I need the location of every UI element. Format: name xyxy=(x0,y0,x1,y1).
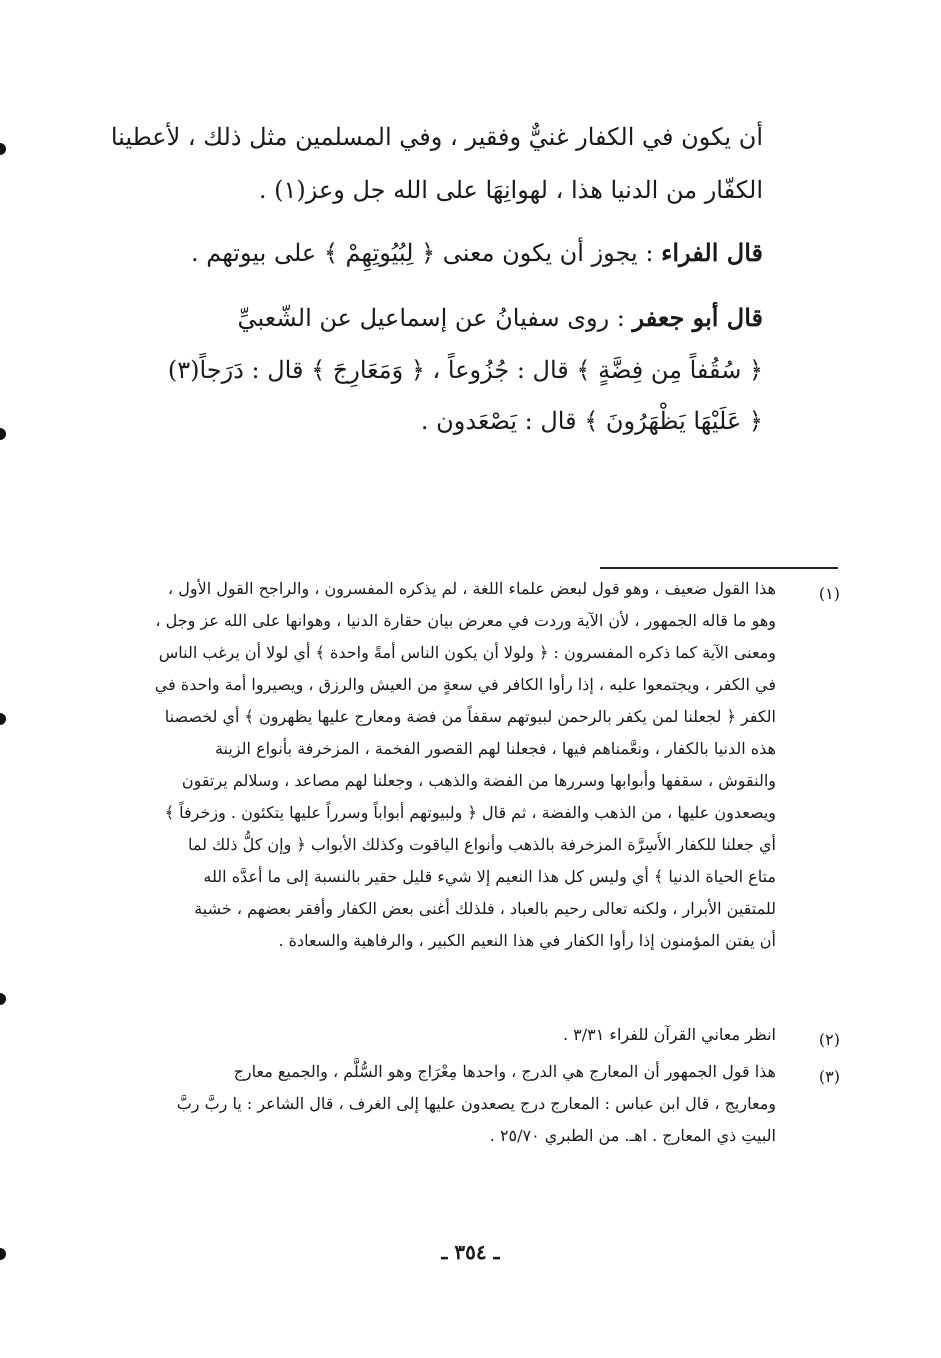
footnote-line: هذا قول الجمهور أن المعارج هي الدرج ، واحدها مِعْرَاج وهو السُّلَّم ، والجميع معارج xyxy=(233,1062,776,1081)
footnote-line: انظر معاني القرآن للفراء ٣/٣١ . xyxy=(563,1025,776,1044)
footnote-number: (٣) xyxy=(818,1067,840,1086)
main-line xyxy=(191,238,763,268)
footnote-line: هذا القول ضعيف ، وهو قول لبعض علماء اللغة ، لم يذكره المفسرون ، والراجح القول الأول ، xyxy=(167,579,776,598)
main-line: أن يكون في الكفار غنيٌّ وفقير ، وفي المسلمين مثل ذلك ، لأعطينا xyxy=(110,123,763,151)
binding-mark xyxy=(0,993,6,1005)
footnote-line: والنقوش ، سقفها وأبوابها وسررها من الفضة والذهب ، وجعلنا لهم مصاعد ، وسلالم يرتقون xyxy=(181,771,776,790)
main-line-text: : روى سفيانُ عن إسماعيل عن الشّعبيِّ xyxy=(237,304,625,332)
footnote-number: (١) xyxy=(818,584,840,603)
main-line: الكفّار من الدنيا هذا ، لهوانِهَا على الله جل وعز(١) . xyxy=(258,176,763,204)
footnote-line: الكفر ﴿ لجعلنا لمن يكفر بالرحمن لبيوتهم سقفاً من فضة ومعارج عليها يظهرون ﴾ أي لخصصنا xyxy=(164,707,776,726)
footnote-line: البيتِ ذي المعارج . اهـ. من الطبري ٢٥/٧٠ . xyxy=(489,1126,776,1145)
speaker-name: قال الفراء xyxy=(661,238,763,267)
main-line xyxy=(238,303,763,333)
binding-mark xyxy=(0,428,6,440)
footnote-line: هذه الدنيا بالكفار ، ونعَّمناهم فيها ، فجعلنا لهم القصور الفخمة ، المزخرفة بأنواع الزينة xyxy=(214,739,776,758)
footnote-number: (٢) xyxy=(818,1030,840,1049)
footnote-line: ومعاريج ، قال ابن عباس : المعارج درج يصعدون عليها إلى الغرف ، قال الشاعر : يا ربَّ ربَّ xyxy=(176,1094,776,1113)
footnote-line: وهو ما قاله الجمهور ، لأن الآية وردت في معرض بيان حقارة الدنيا ، وهوانها على الله عز وجل ، xyxy=(155,611,776,630)
footnote-line: أي جعلنا للكفار الأَسِرَّة المزخرفة بالذهب وأنواع الياقوت وكذلك الأبواب ﴿ وإن كلُّ ذلك لما xyxy=(187,835,776,854)
footnote-line: للمتقين الأبرار ، ولكنه تعالى رحيم بالعباد ، فلذلك أغنى بعض الكفار وأفقر بعضهم ، خشية xyxy=(194,899,776,918)
binding-mark xyxy=(0,143,6,155)
page-number: ـ ٣٥٤ ـ xyxy=(441,1240,500,1264)
footnote-separator xyxy=(600,567,838,569)
binding-mark xyxy=(0,713,6,725)
footnote-line: متاع الحياة الدنيا ﴾ أي وليس كل هذا النعيم إلا شيء قليل حقير بالنسبة إلى ما أعدَّه الله xyxy=(203,867,776,886)
footnote-line: في الكفر ، ويجتمعوا عليه ، إذا رأوا الكافر في سعةٍ من العيش والرزق ، ويصيروا أمة واحدة في xyxy=(154,675,776,694)
main-line: ﴿ سُقُفاً مِن فِضَّةٍ ﴾ قال : جُزُوعاً ، ﴿ وَمَعَارِجَ ﴾ قال : دَرَجاً(٣) xyxy=(167,356,763,384)
main-line-text: : يجوز أن يكون معنى ﴿ لِبُيُوتِهِمْ ﴾ على بيوتهم . xyxy=(191,239,654,267)
footnote-line: ومعنى الآية كما ذكره المفسرون : ﴿ ولولا أن يكون الناس أمةً واحدة ﴾ أي لولا أن يرغب الناس xyxy=(158,643,776,662)
footnote-line: أن يفتن المؤمنون إذا رأوا الكفار في هذا النعيم الكبير ، والرفاهية والسعادة . xyxy=(278,931,776,950)
footnote-line: ويصعدون عليها ، من الذهب والفضة ، ثم قال ﴿ ولبيوتهم أبواباً وسرراً عليها يتكئون . وزخرفاً ﴾ xyxy=(164,803,776,822)
main-line: ﴿ عَلَيْهَا يَظْهَرُونَ ﴾ قال : يَصْعَدون . xyxy=(420,407,763,435)
speaker-name: قال أبو جعفر xyxy=(632,303,763,332)
